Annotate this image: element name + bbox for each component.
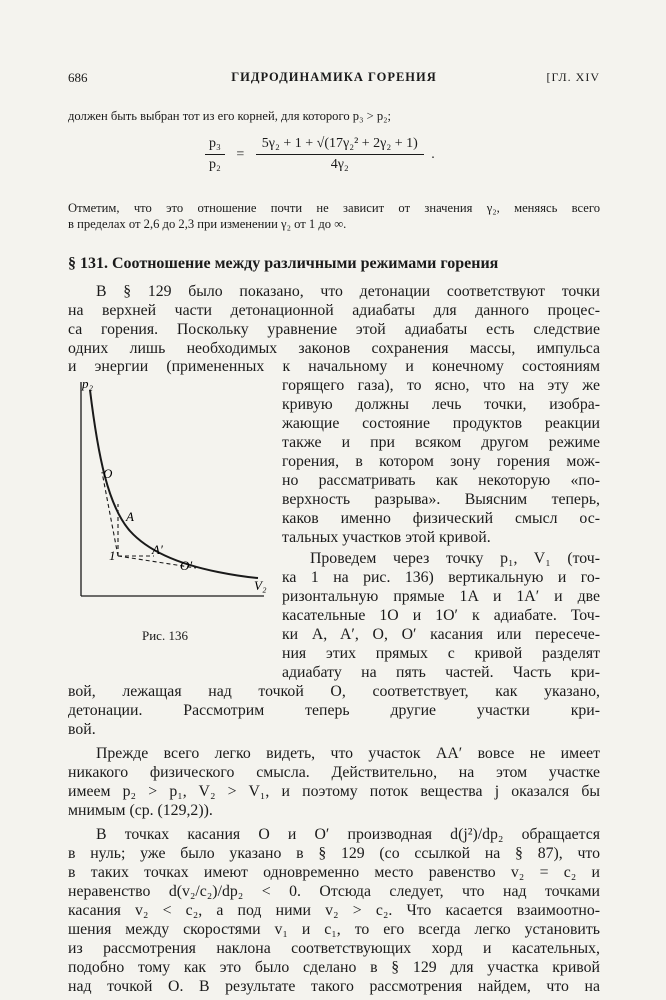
text-line: В точках касания O и O′ производная d(j²)/dp₂ обращается — [96, 826, 600, 843]
intro-line: должен быть выбран тот из его корней, для которого p₃ > p₂; — [68, 109, 392, 123]
formula-rhs-num: 5γ₂ + 1 + √(17γ₂² + 2γ₂ + 1) — [256, 136, 424, 155]
text-line: подобно тому как это было сделано в § 129 для участка кривой — [68, 959, 600, 976]
note-line-1: Отметим, что это отношение почти не зависит от значения γ₂, меняясь всего — [68, 201, 600, 215]
text-line: горящего газа), то ясно, что на эту же — [282, 377, 600, 394]
text-line: жающие состояние продуктов реакции — [282, 415, 600, 432]
figure-136 — [68, 376, 278, 608]
y-axis-label: p₂ — [82, 376, 94, 391]
text-line: горения, в котором зону горения мож- — [282, 453, 600, 470]
text-line: Проведем через точку p₁, V₁ (точ- — [310, 550, 600, 567]
formula-lhs-num: p₃ — [205, 136, 225, 155]
text-line: детонации. Рассмотрим теперь другие участки кри- — [68, 702, 600, 719]
text-line: касания v₂ < c₂, а под ними v₂ > c₂. Что касается взаимоотно- — [68, 902, 600, 919]
formula-end: . — [431, 146, 435, 162]
label-point-A: A — [126, 509, 134, 524]
page-number: 686 — [68, 70, 88, 85]
note-line-2: в пределах от 2,6 до 2,3 при изменении γ₂ от 1 до ∞. — [68, 217, 347, 231]
text-line: ризонтальную прямые 1A и 1A′ и две — [282, 588, 600, 605]
label-point-1: 1 — [109, 548, 116, 563]
text-line: В § 129 было показано, что детонации соответствуют точки — [96, 283, 600, 300]
label-point-O-prime: O′ — [180, 558, 193, 573]
formula-lhs-den: p₂ — [209, 157, 221, 172]
text-line: кривую должны лечь точки, изобра- — [282, 396, 600, 413]
formula-lhs — [205, 136, 225, 173]
text-line: касательные 1O и 1O′ к адиабате. Точ- — [282, 607, 600, 624]
text-line: шения между скоростями v₁ и c₁, то его всегда легко установить — [68, 921, 600, 938]
formula-rhs-den: 4γ₂ — [330, 157, 349, 172]
text-line: неравенство d(v₂/c₂)/dp₂ < 0. Отсюда следует, что над точками — [68, 883, 600, 900]
text-line: и энергии (примененных к начальному и конечному состояниям — [68, 358, 600, 375]
text-line: адиабату на пять частей. Часть кри- — [282, 664, 600, 681]
label-point-A-prime: A′ — [152, 542, 163, 557]
label-point-O: O — [103, 466, 113, 481]
chapter-label: [ГЛ. XIV — [546, 70, 600, 84]
text-line: ки A, A′, O, O′ касания или пересече- — [282, 626, 600, 643]
text-line: верхность разрыва». Выясним теперь, — [282, 491, 600, 508]
text-line: ния этих прямых с кривой разделят — [282, 645, 600, 662]
text-line: никакого физического смысла. Действительно, на этом участке — [68, 764, 600, 781]
figure-caption: Рис. 136 — [142, 628, 188, 643]
text-line: каков именно физический смысл ос- — [282, 510, 600, 527]
text-line: в таких точках имеют одновременно место равенство v₂ = c₂ и — [68, 864, 600, 881]
text-line: также и при всяком другом режиме — [282, 434, 600, 451]
text-line: из рассмотрения наклона соответствующих хорд и касательных, — [68, 940, 600, 957]
text-line: в нуль; уже было указано в § 129 (со ссылкой на § 87), что — [68, 845, 600, 862]
text-line: вой. — [68, 721, 96, 738]
text-line: но рассматривать как некоторую «по- — [282, 472, 600, 489]
formula — [205, 136, 435, 173]
tangent-line-1O — [102, 472, 118, 556]
text-line: над точкой O. В результате такого рассмотрения найдем, что на — [68, 978, 600, 995]
text-line: тальных участков этой кривой. — [282, 529, 491, 546]
x-axis-label: V₂ — [254, 578, 267, 593]
section-heading: § 131. Соотношение между различными режимами горения — [68, 255, 499, 272]
text-line: мнимым (ср. (129,2)). — [68, 802, 213, 819]
text-line: са горения. Поскольку уравнение этой адиабаты есть следствие — [68, 321, 600, 338]
formula-eq: = — [236, 146, 245, 162]
text-line: на верхней части детонационной адиабаты для данного процес- — [68, 302, 600, 319]
text-line: ка 1 на рис. 136) вертикальную и го- — [282, 569, 600, 586]
formula-rhs — [256, 136, 424, 173]
page-header — [68, 70, 600, 90]
text-line: одних лишь необходимых законов сохранения массы, импульса — [68, 340, 600, 357]
text-line: имеем p₂ > p₁, V₂ > V₁, и поэтому поток вещества j оказался бы — [68, 783, 600, 800]
running-title: ГИДРОДИНАМИКА ГОРЕНИЯ — [231, 70, 437, 84]
text-line: вой, лежащая над точкой O, соответствует, как указано, — [68, 683, 600, 700]
text-line: Прежде всего легко видеть, что участок AA′ вовсе не имеет — [96, 745, 600, 762]
